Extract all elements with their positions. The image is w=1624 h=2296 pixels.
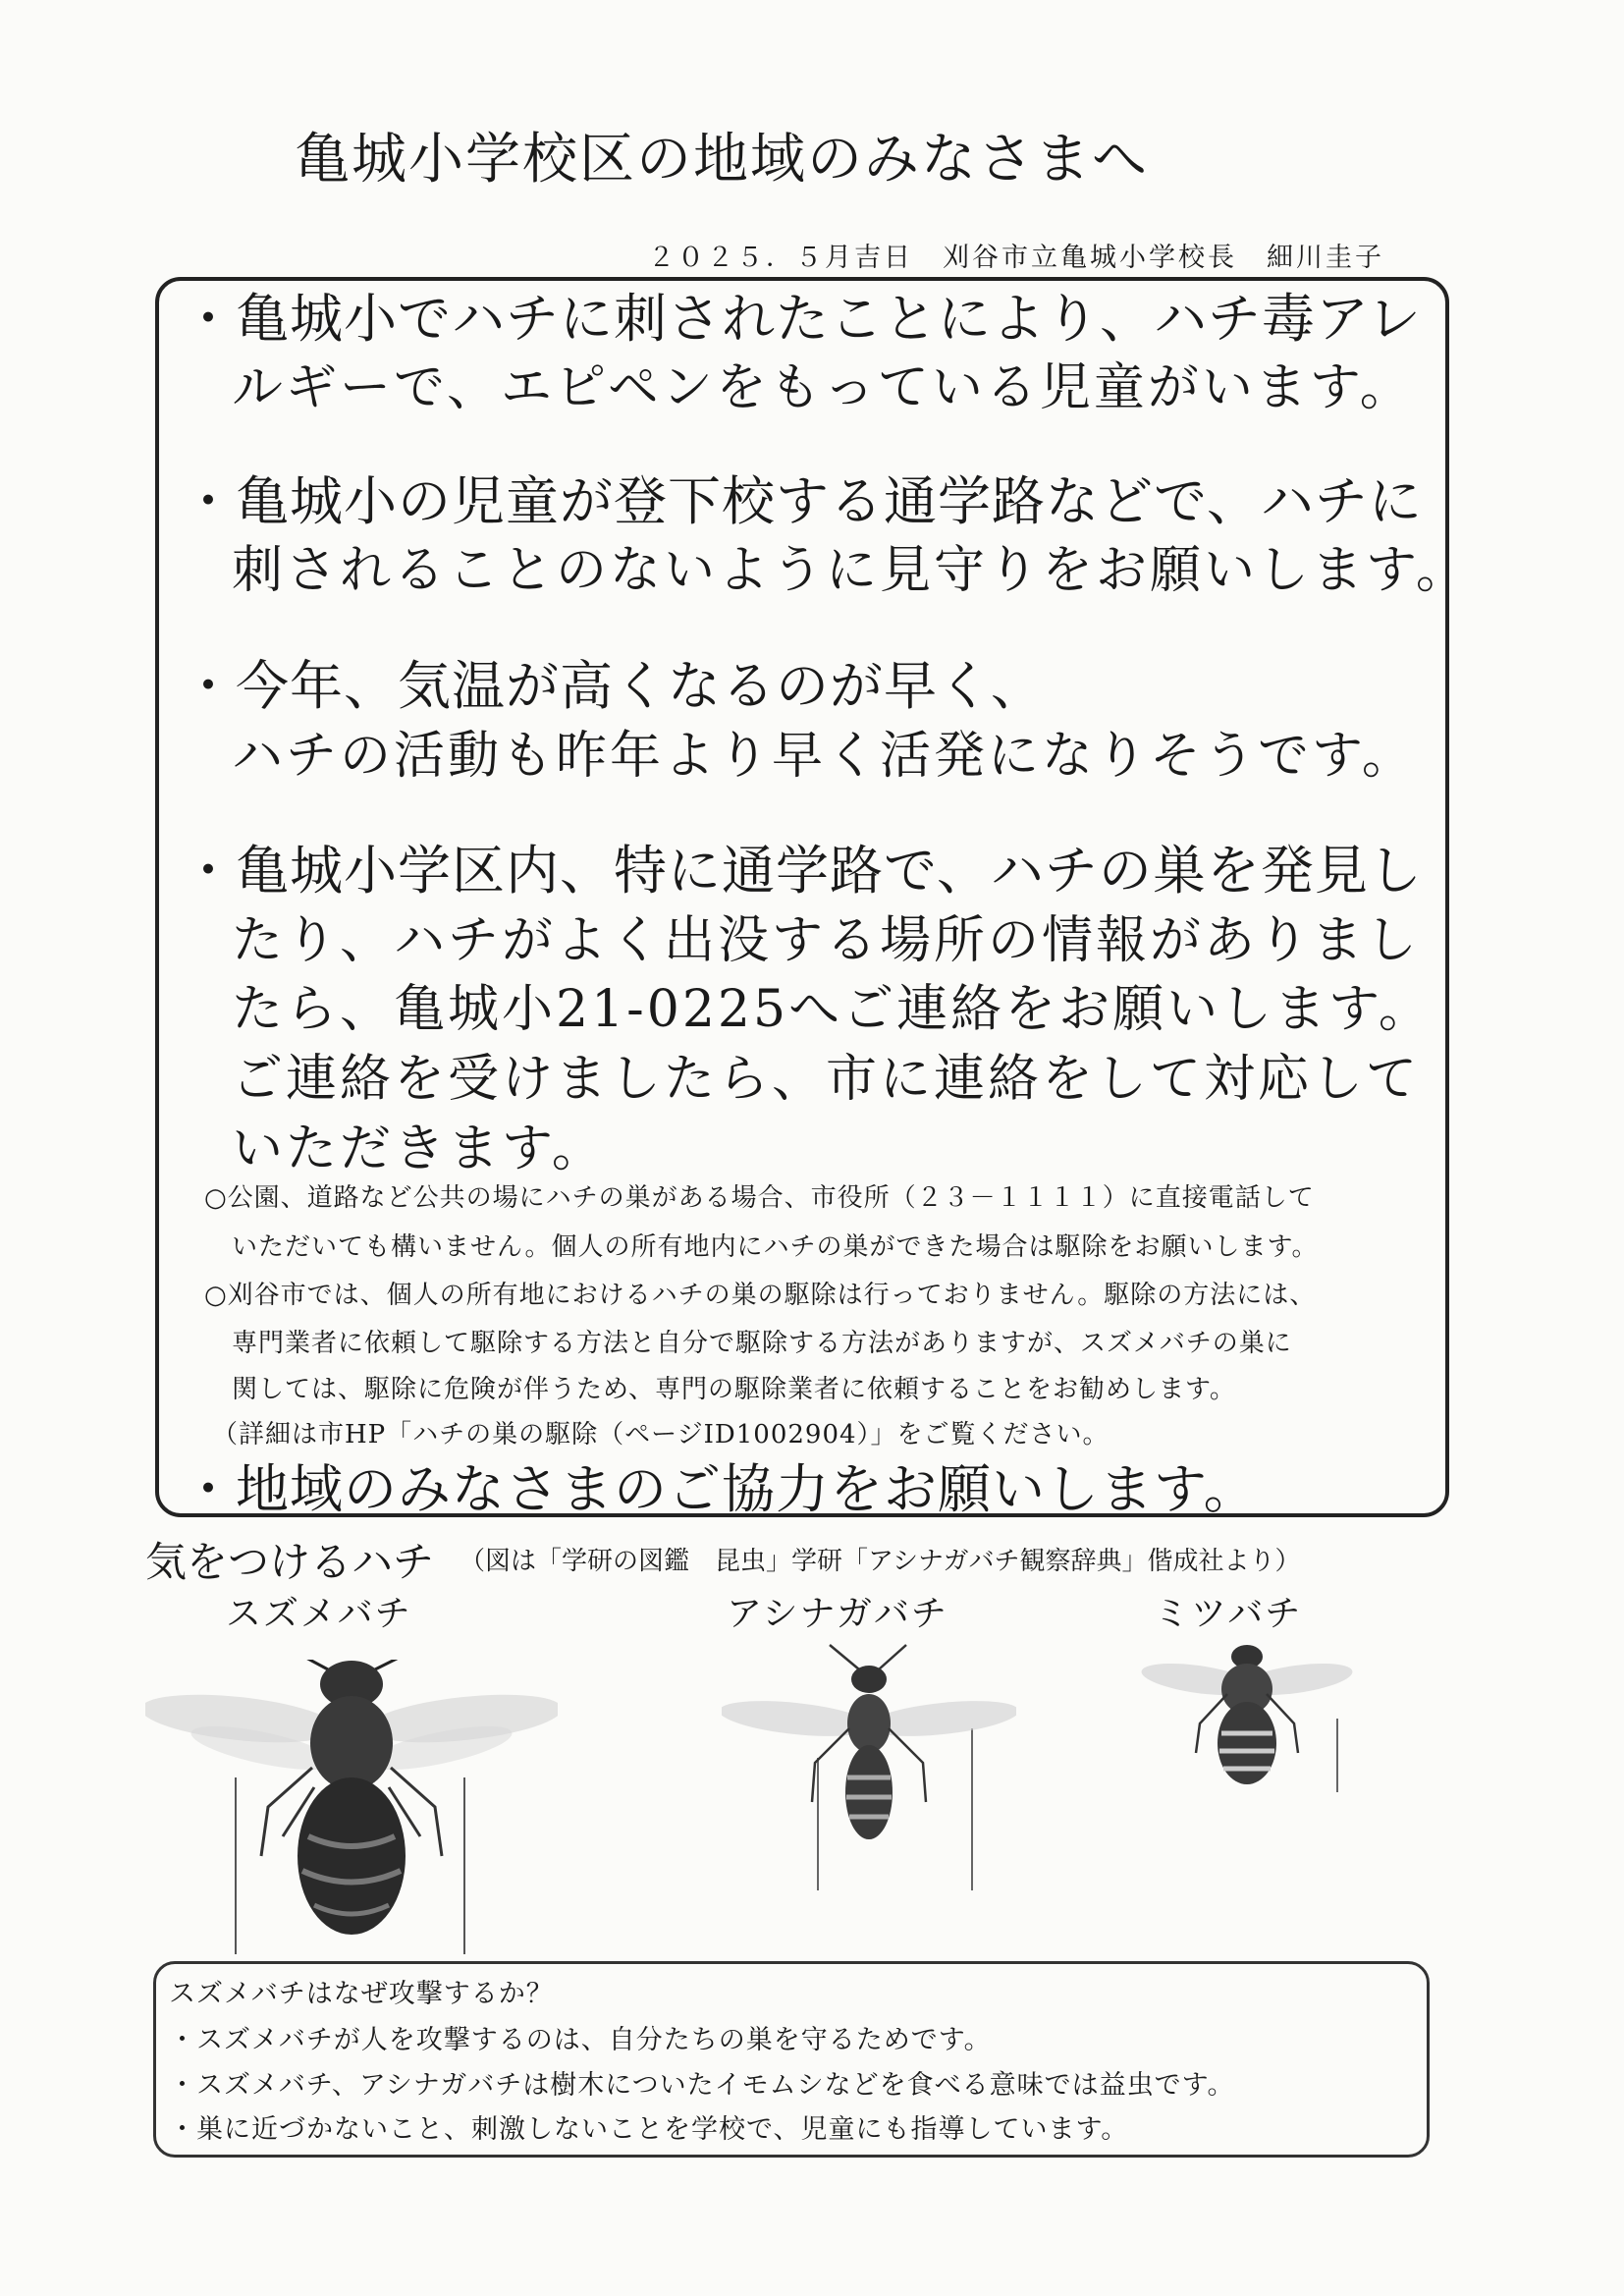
bullet-line: ・亀城小学区内、特に通学路で、ハチの巣を発見し: [182, 840, 1423, 902]
paper-wasp-icon: [722, 1640, 1016, 1935]
bullet-line: ルギーで、エピペンをもっている児童がいます。: [232, 358, 1414, 417]
bullet-line: ・今年、気温が高くなるのが早く、: [182, 655, 1045, 717]
page-title: 亀城小学校区の地域のみなさまへ: [295, 128, 1149, 191]
note-line: 関しては、駆除に危険が伴うため、専門の駆除業者に依頼することをお勧めします。: [232, 1375, 1236, 1404]
closing-line: ・地域のみなさまのご協力をお願いします。: [182, 1458, 1258, 1520]
beware-heading: 気をつけるハチ: [145, 1538, 435, 1586]
note-line: 専門業者に依頼して駆除する方法と自分で駆除する方法がありますが、スズメバチの巣に: [232, 1329, 1292, 1358]
note-line: ○公園、道路など公共の場にハチの巣がある場合、市役所（２３－１１１１）に直接電話して: [204, 1183, 1315, 1213]
dateline: ２０２５．５月吉日 刈谷市立亀城小学校長 細川圭子: [648, 243, 1384, 273]
info-line: ・スズメバチ、アシナガバチは樹木についたイモムシなどを食べる意味では益虫です。: [169, 2070, 1235, 2101]
bullet-line: たり、ハチがよく出没する場所の情報がありまし: [232, 911, 1421, 970]
hornet-icon: [145, 1660, 558, 1974]
honeybee-icon: [1139, 1635, 1355, 1802]
bee-label-paper-wasp: アシナガバチ: [727, 1594, 948, 1634]
note-line: （詳細は市HP「ハチの巣の駆除（ページID1002904）」をご覧ください。: [212, 1420, 1110, 1449]
bullet-line: 刺されることのないように見守りをお願いします。: [232, 541, 1470, 600]
bullet-line: ・亀城小の児童が登下校する通学路などで、ハチに: [182, 470, 1423, 532]
info-line: ・巣に近づかないこと、刺激しないことを学校で、児童にも指導しています。: [169, 2114, 1129, 2145]
bee-label-hornet: スズメバチ: [226, 1594, 412, 1634]
bullet-line: いただきます。: [232, 1120, 606, 1178]
bee-label-honeybee: ミツバチ: [1154, 1594, 1303, 1634]
note-line: いただいても構いません。個人の所有地内にハチの巣ができた場合は駆除をお願いします。: [232, 1232, 1319, 1262]
bullet-line: ご連絡を受けましたら、市に連絡をして対応して: [232, 1050, 1421, 1109]
bullet-line: ハチの活動も昨年より早く活発になりそうです。: [232, 727, 1416, 786]
bullet-line: ・亀城小でハチに刺されたことにより、ハチ毒アレ: [182, 288, 1422, 350]
figure-source: （図は「学研の図鑑 昆虫」学研「アシナガバチ観察辞典」偕成社より）: [460, 1547, 1301, 1576]
bullet-line: たら、亀城小21-0225へご連絡をお願いします。: [232, 980, 1433, 1039]
info-line: ・スズメバチが人を攻撃するのは、自分たちの巣を守るためです。: [169, 2025, 992, 2055]
info-title: スズメバチはなぜ攻撃するか？: [169, 1979, 554, 2009]
note-line: ○刈谷市では、個人の所有地におけるハチの巣の駆除は行っておりません。駆除の方法には、: [204, 1281, 1317, 1310]
